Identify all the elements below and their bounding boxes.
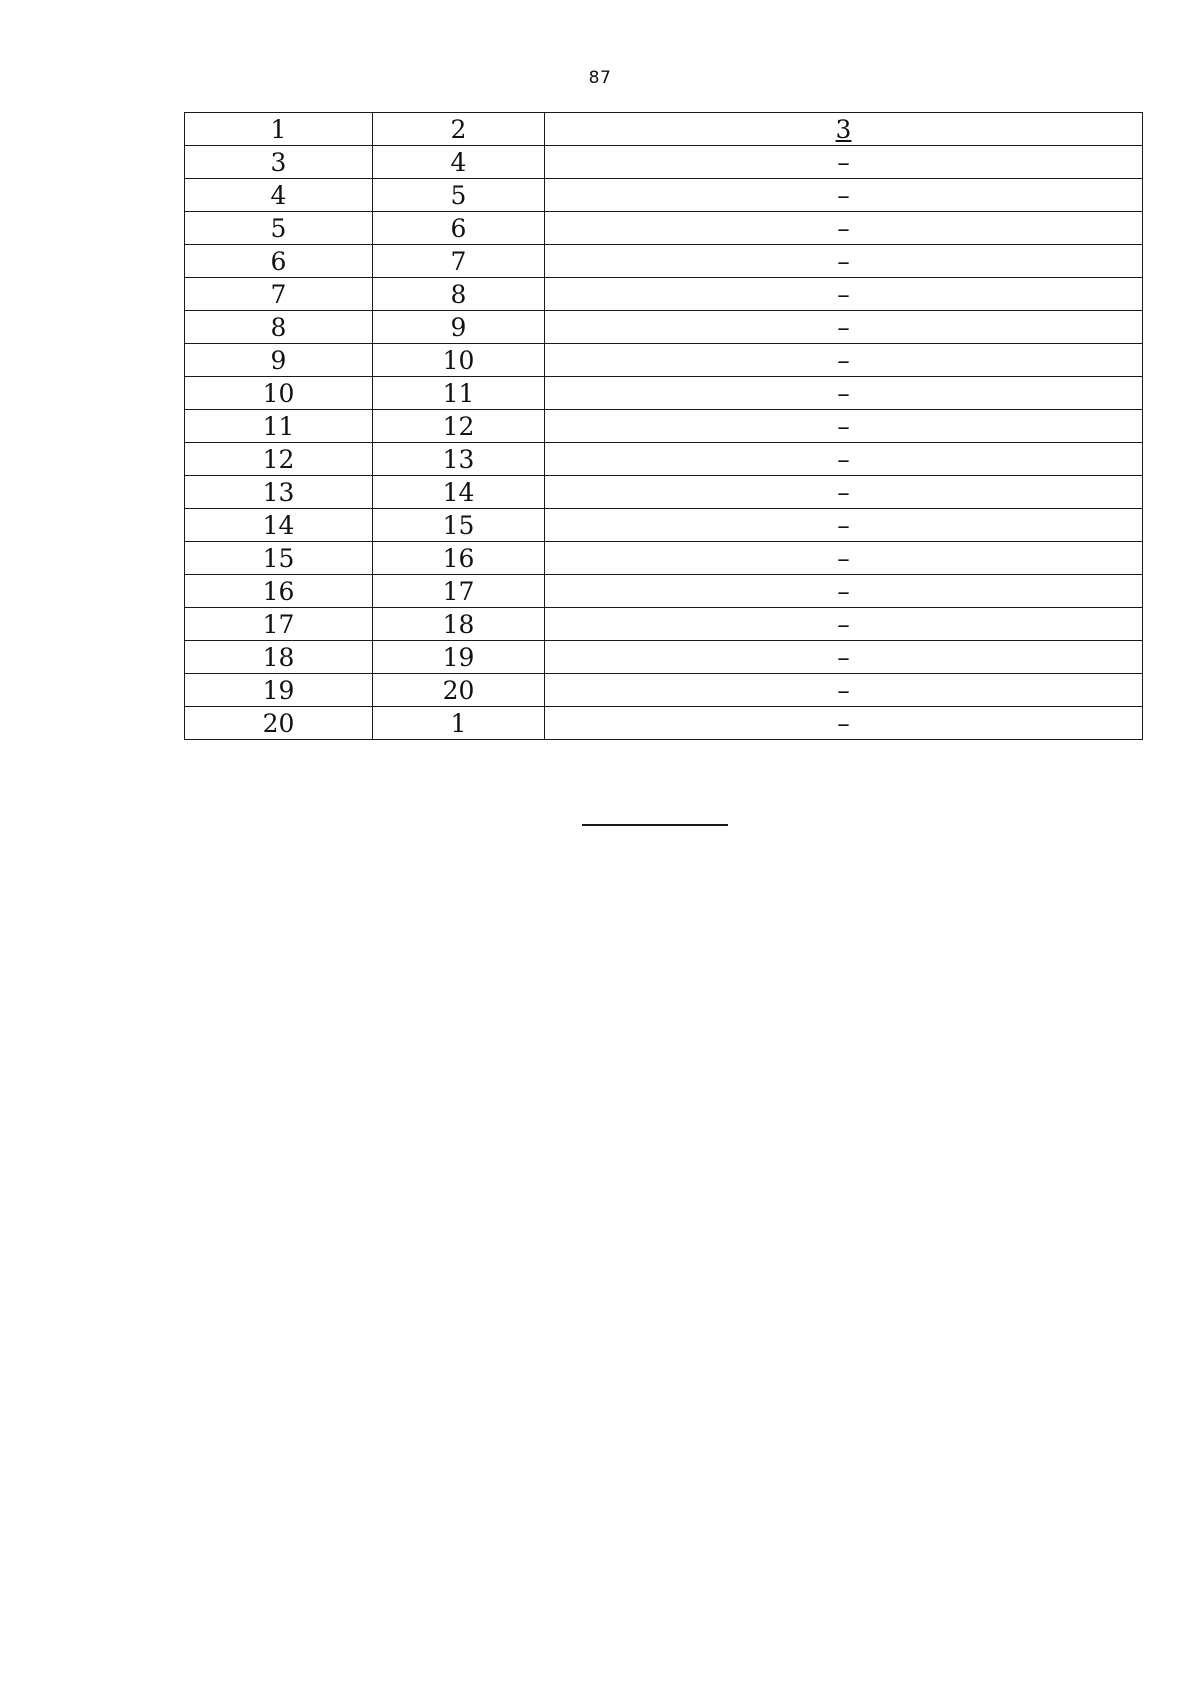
table-cell-col1: 14 [185,509,373,542]
page-number: 87 [588,68,612,88]
table-cell-col2: 12 [373,410,545,443]
table-cell-col3: – [545,707,1143,740]
table-cell-col2: 1 [373,707,545,740]
table-row [185,707,1143,740]
table-cell-col3: – [545,179,1143,212]
table-cell-col1: 10 [185,377,373,410]
table-row [185,212,1143,245]
table-cell-col3: – [545,542,1143,575]
table-cell-col2: 16 [373,542,545,575]
table-cell-col2: 15 [373,509,545,542]
table-cell-col1: 19 [185,674,373,707]
table-cell-col1: 11 [185,410,373,443]
table-cell-col2: 13 [373,443,545,476]
table-cell-col2: 19 [373,641,545,674]
table-cell-col3: – [545,476,1143,509]
table-row [185,476,1143,509]
header-cell-col2: 2 [373,113,545,146]
table-cell-col1: 13 [185,476,373,509]
table-cell-col2: 7 [373,245,545,278]
table-cell-col2: 9 [373,311,545,344]
table-cell-col1: 20 [185,707,373,740]
table-cell-col1: 15 [185,542,373,575]
table-row [185,179,1143,212]
table-cell-col2: 4 [373,146,545,179]
table-cell-col1: 4 [185,179,373,212]
table-row [185,377,1143,410]
table-cell-col1: 3 [185,146,373,179]
table-cell-col2: 18 [373,608,545,641]
table-cell-col1: 5 [185,212,373,245]
table-row [185,245,1143,278]
table-cell-col2: 11 [373,377,545,410]
table-cell-col3: – [545,344,1143,377]
table-cell-col1: 9 [185,344,373,377]
table-cell-col3: – [545,311,1143,344]
header-cell-col3-text: 3 [835,115,852,144]
table-cell-col3: – [545,674,1143,707]
table-cell-col3: – [545,410,1143,443]
table-cell-col3: – [545,641,1143,674]
table-row [185,278,1143,311]
table-cell-col3: – [545,443,1143,476]
table-cell-col3: – [545,278,1143,311]
table-cell-col1: 16 [185,575,373,608]
table-cell-col2: 17 [373,575,545,608]
table-cell-col2: 20 [373,674,545,707]
table-cell-col2: 6 [373,212,545,245]
table-cell-col1: 8 [185,311,373,344]
table-row [185,443,1143,476]
table-cell-col3: – [545,575,1143,608]
end-rule [582,824,728,826]
table-row [185,410,1143,443]
table-cell-col1: 7 [185,278,373,311]
table-row [185,542,1143,575]
table-row [185,641,1143,674]
table-cell-col1: 17 [185,608,373,641]
data-table [184,112,1143,740]
table-cell-col2: 14 [373,476,545,509]
table-cell-col3: – [545,608,1143,641]
table-cell-col2: 10 [373,344,545,377]
header-cell-col3 [545,113,1143,146]
table-cell-col3: – [545,245,1143,278]
table-body [185,113,1143,740]
header-cell-col1: 1 [185,113,373,146]
table-cell-col3: – [545,146,1143,179]
table-cell-col1: 18 [185,641,373,674]
table-cell-col3: – [545,212,1143,245]
table-row [185,674,1143,707]
table-row [185,311,1143,344]
table-cell-col1: 6 [185,245,373,278]
table-cell-col3: – [545,377,1143,410]
table-row [185,608,1143,641]
table-row [185,575,1143,608]
table-cell-col2: 8 [373,278,545,311]
table-cell-col2: 5 [373,179,545,212]
table-cell-col3: – [545,509,1143,542]
table-header-row [185,113,1143,146]
table-row [185,344,1143,377]
table-row [185,509,1143,542]
table-cell-col1: 12 [185,443,373,476]
table-row [185,146,1143,179]
